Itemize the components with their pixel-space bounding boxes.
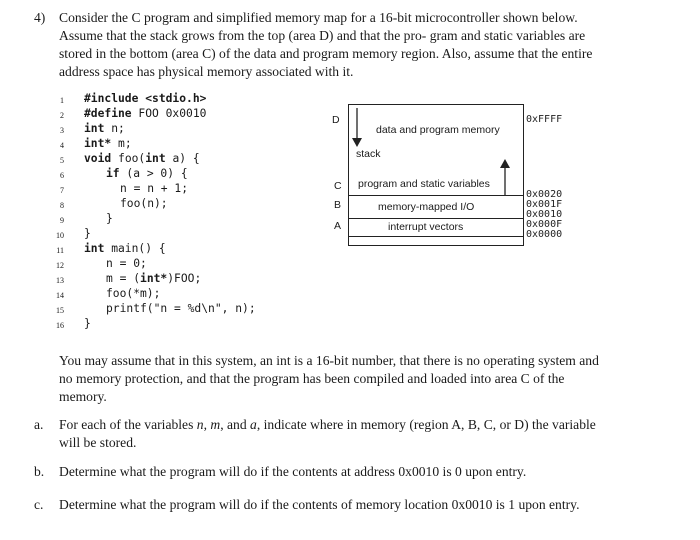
region-letter-a: A xyxy=(334,220,342,232)
interrupt-label: interrupt vectors xyxy=(388,221,464,233)
code-text: (a > 0) { xyxy=(119,167,188,180)
code-line xyxy=(84,242,166,255)
part-c-text: Determine what the program will do if the contents of memory location 0x0010 is 1 upon entry. xyxy=(59,497,580,512)
code-line: printf("n = %d\n", n); xyxy=(106,302,256,315)
mmio-label: memory-mapped I/O xyxy=(378,201,475,213)
region-letter-b: B xyxy=(334,199,342,211)
intro-line: stored in the bottom (area C) of the data and program memory region. Also, assume that the entire xyxy=(59,46,593,61)
code-line: n = 0; xyxy=(106,257,147,270)
code-text: n; xyxy=(104,122,125,135)
code-keyword: int xyxy=(84,122,105,135)
line-number: 9 xyxy=(60,216,64,225)
address-label: 0x0010 xyxy=(526,209,563,220)
assumption-paragraph xyxy=(59,352,689,406)
code-text: FOO 0x0010 xyxy=(131,107,207,120)
data-program-label: data and program memory xyxy=(376,124,500,136)
variable-a: a xyxy=(250,417,257,432)
line-number: 6 xyxy=(60,171,64,180)
assumption-line: You may assume that in this system, an int is a 16-bit number, that there is no operating system and xyxy=(59,353,599,368)
part-b-text: Determine what the program will do if the contents at address 0x0010 is 0 upon entry. xyxy=(59,464,527,479)
code-keyword: int* xyxy=(140,272,168,285)
line-number: 15 xyxy=(56,306,64,315)
address-label: 0x0020 xyxy=(526,189,563,200)
code-line xyxy=(84,152,200,165)
assumption-line: no memory protection, and that the program has been compiled and loaded into area C of the xyxy=(59,371,565,386)
code-keyword: int xyxy=(145,152,166,165)
part-a-line: will be stored. xyxy=(59,435,137,450)
code-line xyxy=(84,107,206,120)
line-number: 5 xyxy=(60,156,64,165)
part-b-label: b. xyxy=(34,464,45,479)
program-static-label: program and static variables xyxy=(358,178,490,190)
text: For each of the variables xyxy=(59,417,197,432)
intro-line: address space has physical memory associated with it. xyxy=(59,64,354,79)
line-number: 8 xyxy=(60,201,64,210)
line-number: 1 xyxy=(60,96,64,105)
code-line: n = n + 1; xyxy=(120,182,189,195)
code-keyword: void xyxy=(84,152,112,165)
code-line: } xyxy=(84,317,91,330)
text: , xyxy=(203,417,211,432)
part-c-label: c. xyxy=(34,497,44,512)
stack-label: stack xyxy=(356,148,381,160)
region-letter-d: D xyxy=(332,114,340,126)
line-number: 14 xyxy=(56,291,64,300)
code-line xyxy=(106,167,188,180)
text: , indicate where in memory (region A, B, C, or D) the variable xyxy=(256,417,596,432)
region-letter-c: C xyxy=(334,180,342,192)
intro-line: Assume that the stack grows from the top (area D) and that the pro- gram and static variables are xyxy=(59,28,586,43)
part-a-label: a. xyxy=(34,417,44,432)
divider xyxy=(348,236,524,237)
code-line: } xyxy=(106,212,113,225)
part-a-text xyxy=(59,416,689,452)
line-number: 10 xyxy=(56,231,64,240)
line-number: 11 xyxy=(56,246,64,255)
code-line xyxy=(84,122,125,135)
text: , and xyxy=(220,417,251,432)
variable-n: n xyxy=(196,417,204,432)
address-label: 0x000F xyxy=(526,219,563,230)
code-line xyxy=(84,137,132,150)
line-number: 13 xyxy=(56,276,64,285)
line-number: 12 xyxy=(56,261,64,270)
line-number: 7 xyxy=(60,186,64,195)
code-text: )FOO; xyxy=(167,272,202,285)
code-text: m; xyxy=(111,137,132,150)
line-number: 2 xyxy=(60,111,64,120)
address-label: 0x0000 xyxy=(526,229,563,240)
code-keyword: int* xyxy=(84,137,112,150)
intro-line: Consider the C program and simplified memory map for a 16-bit microcontroller shown below. xyxy=(59,10,578,25)
program-up-arrow-icon xyxy=(498,158,512,196)
code-line: foo(n); xyxy=(120,197,168,210)
code-line: #include <stdio.h> xyxy=(84,92,207,105)
code-keyword: int xyxy=(84,242,105,255)
code-line xyxy=(106,272,201,285)
variable-m: m xyxy=(210,417,221,432)
code-text: main() { xyxy=(104,242,166,255)
code-keyword: #define xyxy=(84,107,132,120)
code-text: a) { xyxy=(165,152,200,165)
divider xyxy=(348,218,524,219)
address-label: 0x001F xyxy=(526,199,563,210)
assumption-line: memory. xyxy=(59,389,107,404)
memory-map xyxy=(320,104,580,244)
code-line: foo(*m); xyxy=(106,287,161,300)
line-number: 4 xyxy=(60,141,64,150)
code-text: foo( xyxy=(111,152,146,165)
question-intro xyxy=(59,9,689,81)
code-keyword: if xyxy=(106,167,120,180)
code-text: m = ( xyxy=(106,272,141,285)
code-line: } xyxy=(84,227,91,240)
part-a-line xyxy=(59,416,689,434)
line-number: 16 xyxy=(56,321,64,330)
address-top: 0xFFFF xyxy=(526,114,563,125)
line-number: 3 xyxy=(60,126,64,135)
stack-down-arrow-icon xyxy=(350,108,364,148)
question-number: 4) xyxy=(34,10,46,25)
